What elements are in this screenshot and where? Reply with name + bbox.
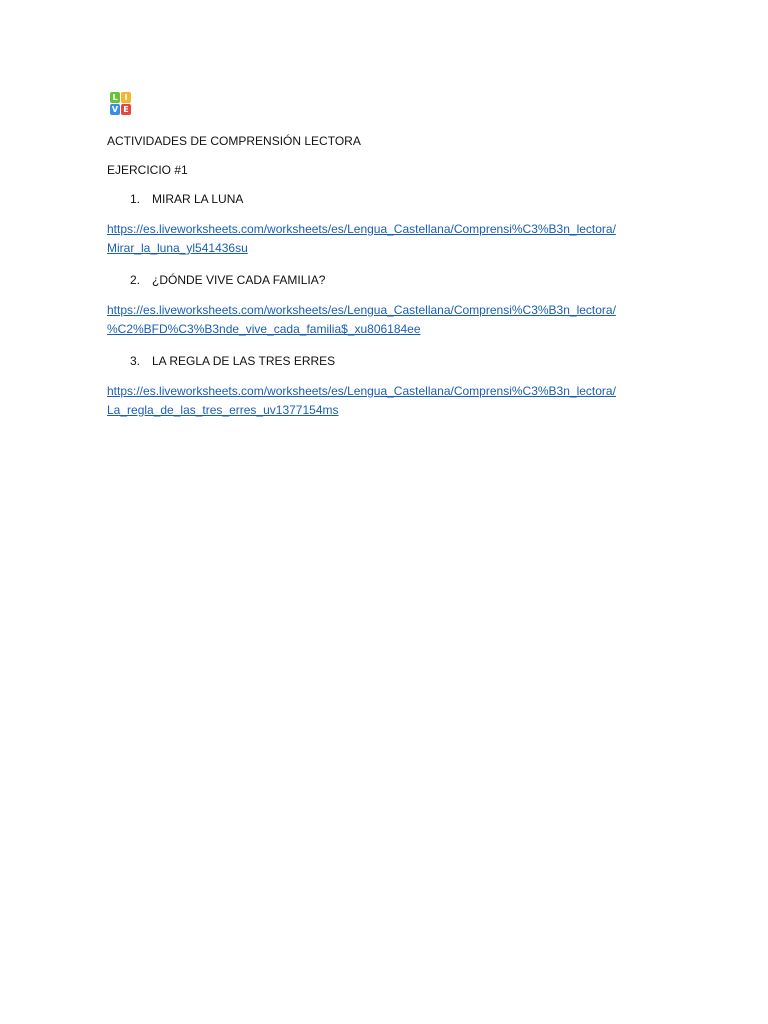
logo-letter-e: E [121,104,131,115]
link-line: La_regla_de_las_tres_erres_uv1377154ms [107,403,339,417]
worksheet-link[interactable] [107,220,652,258]
list-item-number: 3. [130,354,141,368]
logo-letter-l: L [110,92,120,103]
list-item [107,192,652,206]
list-item-label: ¿DÓNDE VIVE CADA FAMILIA? [152,273,326,287]
document-page [107,92,652,420]
list-item [107,273,652,287]
link-line: https://es.liveworksheets.com/worksheets/es/Lengua_Castellana/Comprensi%C3%B3n_lectora/ [107,384,616,398]
worksheet-link[interactable] [107,382,652,420]
document-title: ACTIVIDADES DE COMPRENSIÓN LECTORA [107,134,361,148]
list-item-label: LA REGLA DE LAS TRES ERRES [152,354,336,368]
exercise-heading: EJERCICIO #1 [107,163,188,177]
link-line: https://es.liveworksheets.com/worksheets/es/Lengua_Castellana/Comprensi%C3%B3n_lectora/ [107,222,616,236]
logo-letter-v: V [111,105,119,114]
list-item [107,354,652,368]
logo-letter-i: I [121,92,131,103]
list-item-number: 2. [130,273,141,287]
liveworksheets-logo [110,92,131,115]
list-item-label: MIRAR LA LUNA [152,192,244,206]
list-item-number: 1. [130,192,141,206]
link-line: %C2%BFD%C3%B3nde_vive_cada_familia$_xu806184ee [107,322,421,336]
worksheet-link[interactable] [107,301,652,339]
link-line: Mirar_la_luna_yl541436su [107,241,248,255]
link-line: https://es.liveworksheets.com/worksheets/es/Lengua_Castellana/Comprensi%C3%B3n_lectora/ [107,303,616,317]
